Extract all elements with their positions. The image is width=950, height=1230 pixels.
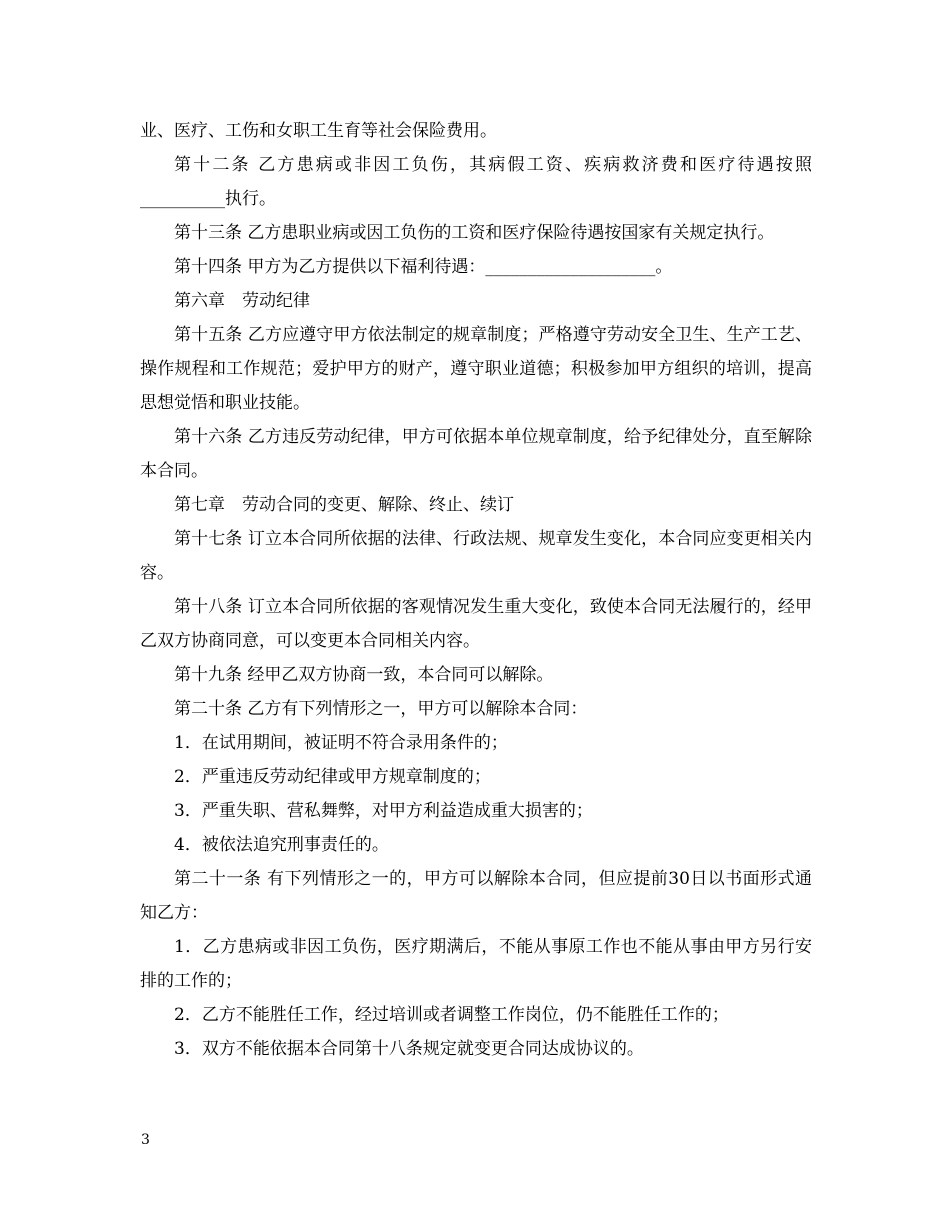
list-item: 4．被依法追究刑事责任的。 bbox=[174, 835, 389, 855]
list-item: 3．严重失职、营私舞弊，对甲方利益造成重大损害的； bbox=[174, 801, 593, 821]
paragraph: 第十三条 乙方患职业病或因工负伤的工资和医疗保险待遇按国家有关规定执行。 bbox=[174, 223, 775, 243]
paragraph: 第十五条 乙方应遵守甲方依法制定的规章制度；严格遵守劳动安全卫生、生产工艺、操作规程和工作规范；爱护甲方的财产，遵守职业道德；积极参加甲方组织的培训，提高思想觉悟和职业技能。 bbox=[140, 325, 812, 413]
paragraph: 第二十条 乙方有下列情形之一，甲方可以解除本合同： bbox=[174, 699, 588, 719]
page-number: 3 bbox=[141, 1132, 150, 1148]
paragraph: 业、医疗、工伤和女职工生育等社会保险费用。 bbox=[140, 121, 497, 141]
paragraph: 第二十一条 有下列情形之一的，甲方可以解除本合同，但应提前30日以书面形式通知乙方： bbox=[140, 869, 812, 923]
paragraph: 第十九条 经甲乙双方协商一致，本合同可以解除。 bbox=[174, 665, 554, 685]
list-item: 2．乙方不能胜任工作，经过培训或者调整工作岗位，仍不能胜任工作的； bbox=[174, 1005, 729, 1025]
paragraph: 第十四条 甲方为乙方提供以下福利待遇：____________________。 bbox=[174, 257, 673, 277]
chapter-heading: 第七章 劳动合同的变更、解除、终止、续订 bbox=[174, 495, 514, 515]
list-item: 1．在试用期间，被证明不符合录用条件的； bbox=[174, 733, 508, 753]
paragraph: 第十八条 订立本合同所依据的客观情况发生重大变化，致使本合同无法履行的，经甲乙双方协商同意，可以变更本合同相关内容。 bbox=[140, 597, 812, 651]
paragraph: 第十七条 订立本合同所依据的法律、行政法规、规章发生变化，本合同应变更相关内容。 bbox=[140, 529, 812, 583]
list-item: 1．乙方患病或非因工负伤，医疗期满后，不能从事原工作也不能从事由甲方另行安排的工作的； bbox=[140, 937, 812, 991]
paragraph: 第十六条 乙方违反劳动纪律，甲方可依据本单位规章制度，给予纪律处分，直至解除本合同。 bbox=[140, 427, 812, 481]
paragraph: 第十二条 乙方患病或非因工负伤，其病假工资、疾病救济费和医疗待遇按照__________执行。 bbox=[140, 155, 812, 209]
list-item: 3．双方不能依据本合同第十八条规定就变更合同达成协议的。 bbox=[174, 1039, 644, 1059]
document-body bbox=[140, 114, 812, 1066]
chapter-heading: 第六章 劳动纪律 bbox=[174, 291, 310, 311]
list-item: 2．严重违反劳动纪律或甲方规章制度的； bbox=[174, 767, 491, 787]
